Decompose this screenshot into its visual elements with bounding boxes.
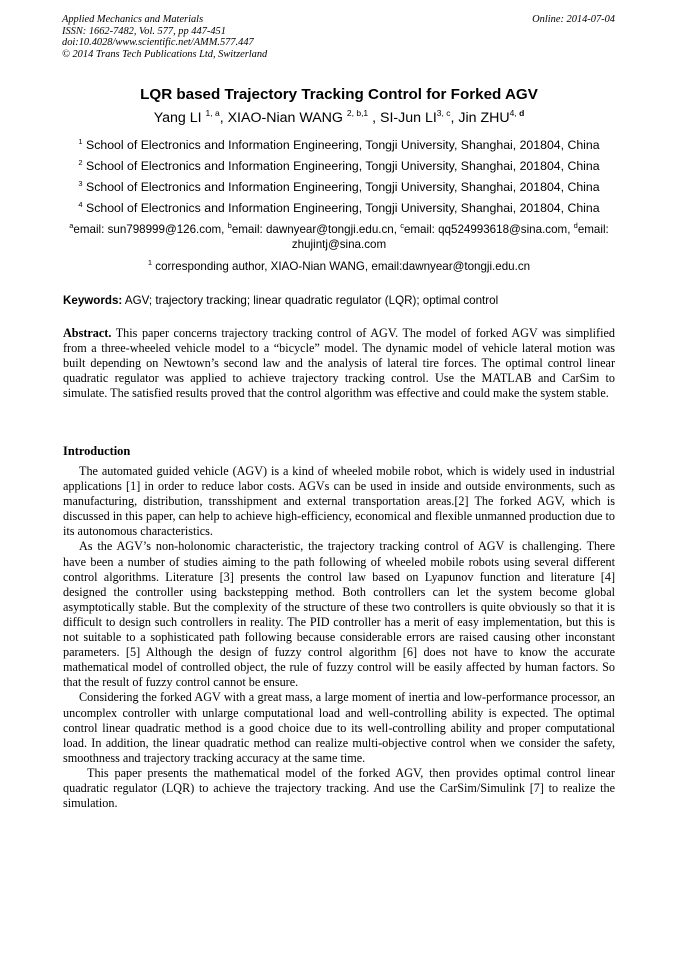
doi-line: doi:10.4028/www.scientific.net/AMM.577.447 <box>62 37 254 49</box>
affiliation-text: School of Electronics and Information Engineering, Tongji University, Shanghai, 201804, China <box>86 138 600 152</box>
paper-title: LQR based Trajectory Tracking Control for Forked AGV <box>140 86 538 103</box>
author-name: Yang LI <box>153 110 206 126</box>
email-link[interactable]: email: sun798999@126.com, <box>73 223 228 236</box>
keywords <box>63 294 498 308</box>
issn-line: ISSN: 1662-7482, Vol. 577, pp 447-451 <box>62 25 226 37</box>
email-link[interactable]: email: qq524993618@sina.com, <box>403 223 574 236</box>
affiliation-text: School of Electronics and Information Engineering, Tongji University, Shanghai, 201804, China <box>86 180 600 194</box>
affiliation-number: 1 <box>78 137 83 146</box>
intro-paragraph: This paper presents the mathematical model of the forked AGV, then provides optimal control linear quadratic regulator (LQR) to achieve the trajectory tracking. And use the CarSim/Simulink [7] to realize the simulation. <box>63 765 615 811</box>
affiliation-number: 3 <box>78 179 83 188</box>
affiliation-3 <box>0 180 678 195</box>
email-link[interactable]: email: dawnyear@tongji.edu.cn, <box>231 223 401 236</box>
affiliation-2 <box>0 159 678 174</box>
journal-name: Applied Mechanics and Materials <box>62 14 204 25</box>
journal-header <box>62 14 267 60</box>
email-sup: b <box>227 221 232 230</box>
author-list <box>0 109 678 127</box>
author-separator: , <box>219 110 228 126</box>
corresponding-sup: 1 <box>147 258 153 267</box>
author-name: Jin ZHU <box>458 110 510 126</box>
author-separator: , <box>368 110 380 126</box>
affiliation-number: 4 <box>78 200 83 209</box>
author-affiliation-sup-bold: d <box>519 108 525 118</box>
email-list <box>40 222 638 252</box>
email-link[interactable]: email: zhujintj@sina.com <box>291 223 609 251</box>
online-date: Online: 2014-07-04 <box>532 14 615 25</box>
abstract-text: This paper concerns trajectory tracking control of AGV. The model of forked AGV was simplified from a three-wheeled vehicle model to a “bicycle” model. The dynamic model of vehicle lateral motion was built depending on Newtown’s second law and the analysis of lateral tire forces. The optimal control linear quadratic regulator was applied to achieve trajectory tracking control. Use the MATLAB and CarSim to simulate. The satisfied results proved that the control algorithm was effective and could make the system stable. <box>63 326 615 401</box>
author-affiliation-sup: 3, c <box>436 108 451 118</box>
keywords-text: AGV; trajectory tracking; linear quadratic regulator (LQR); optimal control <box>122 294 499 307</box>
email-sup: d <box>573 221 578 230</box>
corresponding-text: corresponding author, XIAO-Nian WANG, email:dawnyear@tongji.edu.cn <box>152 260 531 273</box>
author-affiliation-sup: 1, a <box>205 108 220 118</box>
copyright-line: © 2014 Trans Tech Publications Ltd, Switzerland <box>62 48 268 60</box>
author-name: SI-Jun LI <box>380 110 437 126</box>
intro-paragraph: Considering the forked AGV with a great mass, a large moment of inertia and low-performance processor, an uncomplex controller with unlarge computational load and well-controlling ability is expected. The optimal control linear quadratic method is a good choice due to its well-controlling ability and proper computational load. In addition, the linear quadratic method can realize multi-objective control when we consider the safety, smoothness and trajectory tracking accuracy at the same time. <box>63 690 615 765</box>
affiliation-text: School of Electronics and Information Engineering, Tongji University, Shanghai, 201804, China <box>86 201 600 215</box>
author-affiliation-sup: 2, b,1 <box>346 108 369 118</box>
corresponding-author <box>0 259 678 274</box>
intro-paragraph: The automated guided vehicle (AGV) is a kind of wheeled mobile robot, which is widely used in industrial applications [1] in order to reduce labor costs. AGVs can be used in inside and outside environments, such as manufacturing, distribution, transshipment and external transportation areas.[2] The forked AGV, which is discussed in this paper, can help to achieve high-efficiency, economical and flexible unmanned production due to its autonomous characteristics. <box>63 464 615 539</box>
keywords-label: Keywords: <box>63 294 123 307</box>
author-separator: , <box>450 110 459 126</box>
abstract <box>63 326 615 401</box>
abstract-label: Abstract. <box>63 326 112 340</box>
introduction-body <box>63 464 615 811</box>
author-affiliation-sup: 4, <box>509 108 520 118</box>
affiliation-number: 2 <box>78 158 83 167</box>
email-sup: c <box>400 221 404 230</box>
affiliation-text: School of Electronics and Information Engineering, Tongji University, Shanghai, 201804, China <box>86 159 600 173</box>
email-sup: a <box>69 221 74 230</box>
section-heading-introduction: Introduction <box>63 444 131 458</box>
author-name: XIAO-Nian WANG <box>227 110 347 126</box>
affiliation-1 <box>0 138 678 153</box>
affiliation-4 <box>0 201 678 216</box>
intro-paragraph: As the AGV’s non-holonomic characteristic, the trajectory tracking control of AGV is challenging. There have been a number of studies aiming to the path following of wheeled mobile robots using several different control algorithms. Literature [3] presents the control law based on Lyapunov function and literature [4] designed the controller using backstepping method. Both controllers can let the system become global asymptotically stable. But the complexity of the structure of these two controllers is quite obviously so that it is difficult to design such controllers in reality. The PID controller has a merit of easy implementation, but this is not suitable to a sophisticated path following because considerable errors are raised causing other inconstant parameters. [5] Although the design of fuzzy control algorithm [6] does not have to know the accurate mathematical model of controlled object, the rule of fuzzy control will be easily affected by human factors. So that the result of fuzzy control cannot be ensure. <box>63 539 615 690</box>
